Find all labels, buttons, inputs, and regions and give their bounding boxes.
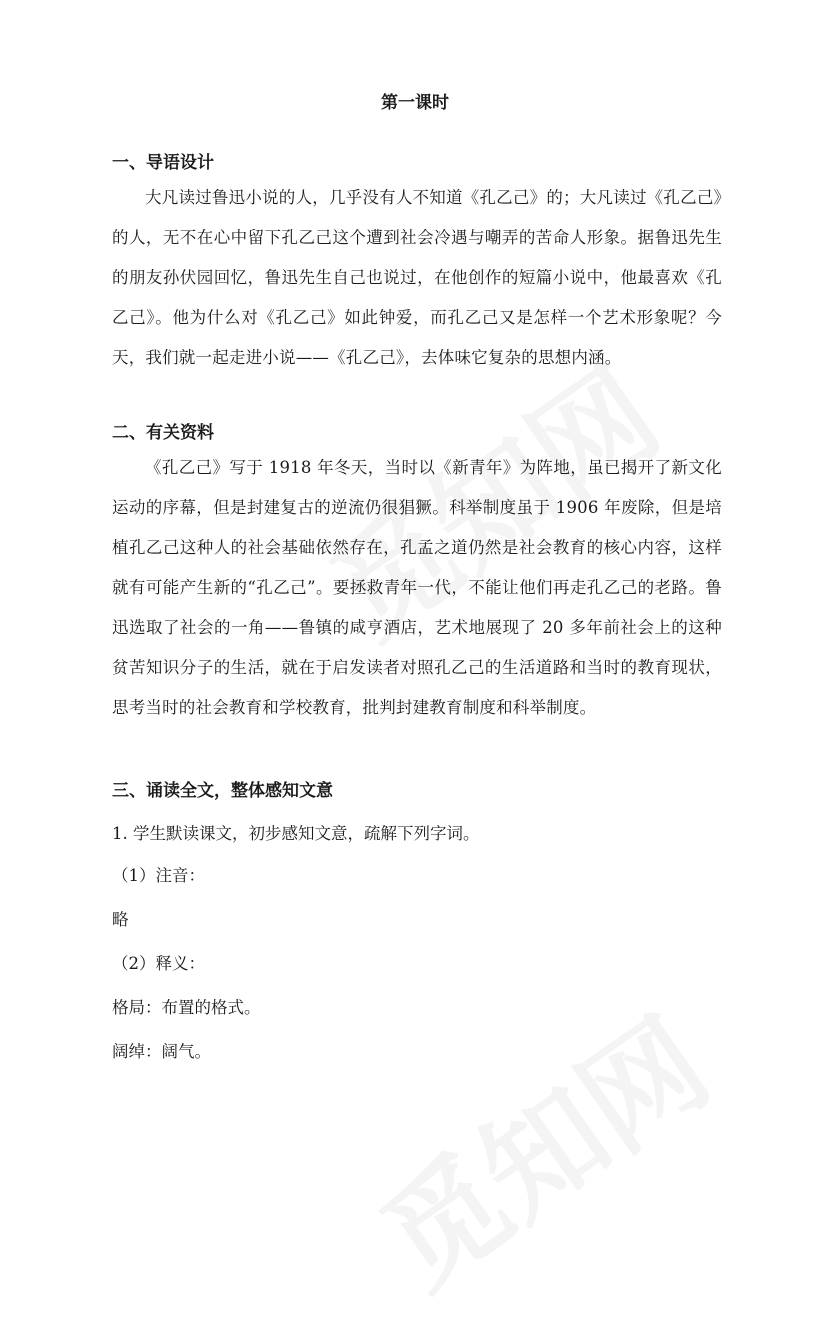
definition-item: 阔绰：阔气。	[112, 1042, 211, 1061]
watermark	[343, 972, 737, 1319]
intro-paragraph: 大凡读过鲁迅小说的人，几乎没有人不知道《孔乙己》的；大凡读过《孔乙己》的人，无不在心中留下孔乙己这个遭到社会冷遇与嘲弄的苦命人形象。据鲁迅先生的朋友孙伏园回忆，鲁迅先生自己也说过，在他创作的短篇小说中，他最喜欢《孔乙己》。他为什么对《孔乙己》如此钟爱，而孔乙己又是怎样一个艺术形象呢？今天，我们就一起走进小说——《孔乙己》，去体味它复杂的思想内涵。	[112, 188, 722, 367]
sub-label-definitions: （2）释义：	[112, 954, 205, 973]
sub-label-pronunciation: （1）注音：	[112, 866, 205, 885]
section-heading-reading: 三、诵读全文，整体感知文意	[112, 781, 333, 801]
page-title: 第一课时	[381, 93, 449, 113]
pronunciation-content: 略	[112, 910, 129, 929]
definition-item: 格局：布置的格式。	[112, 998, 261, 1017]
step-1-text: 1. 学生默读课文，初步感知文意，疏解下列字词。	[112, 824, 480, 843]
section-heading-intro: 一、导语设计	[112, 153, 214, 173]
section-heading-materials: 二、有关资料	[112, 423, 214, 443]
materials-paragraph: 《孔乙己》写于 1918 年冬天，当时以《新青年》为阵地，虽已揭开了新文化运动的序幕，但是封建复古的逆流仍很猖獗。科举制度虽于 1906 年废除，但是培植孔乙己这种人的社会基础依然存在，孔孟之道仍然是社会教育的核心内容，这样就有可能产生新的“孔乙己”。要拯救青年一代，不能让他们再走孔乙己的老路。鲁迅选取了社会的一角——鲁镇的咸亨酒店，艺术地展现了 20 多年前社会上的这种贫苦知识分子的生活，就在于启发读者对照孔乙己的生活道路和当时的教育现状，思考当时的社会教育和学校教育，批判封建教育制度和科举制度。	[112, 458, 722, 717]
